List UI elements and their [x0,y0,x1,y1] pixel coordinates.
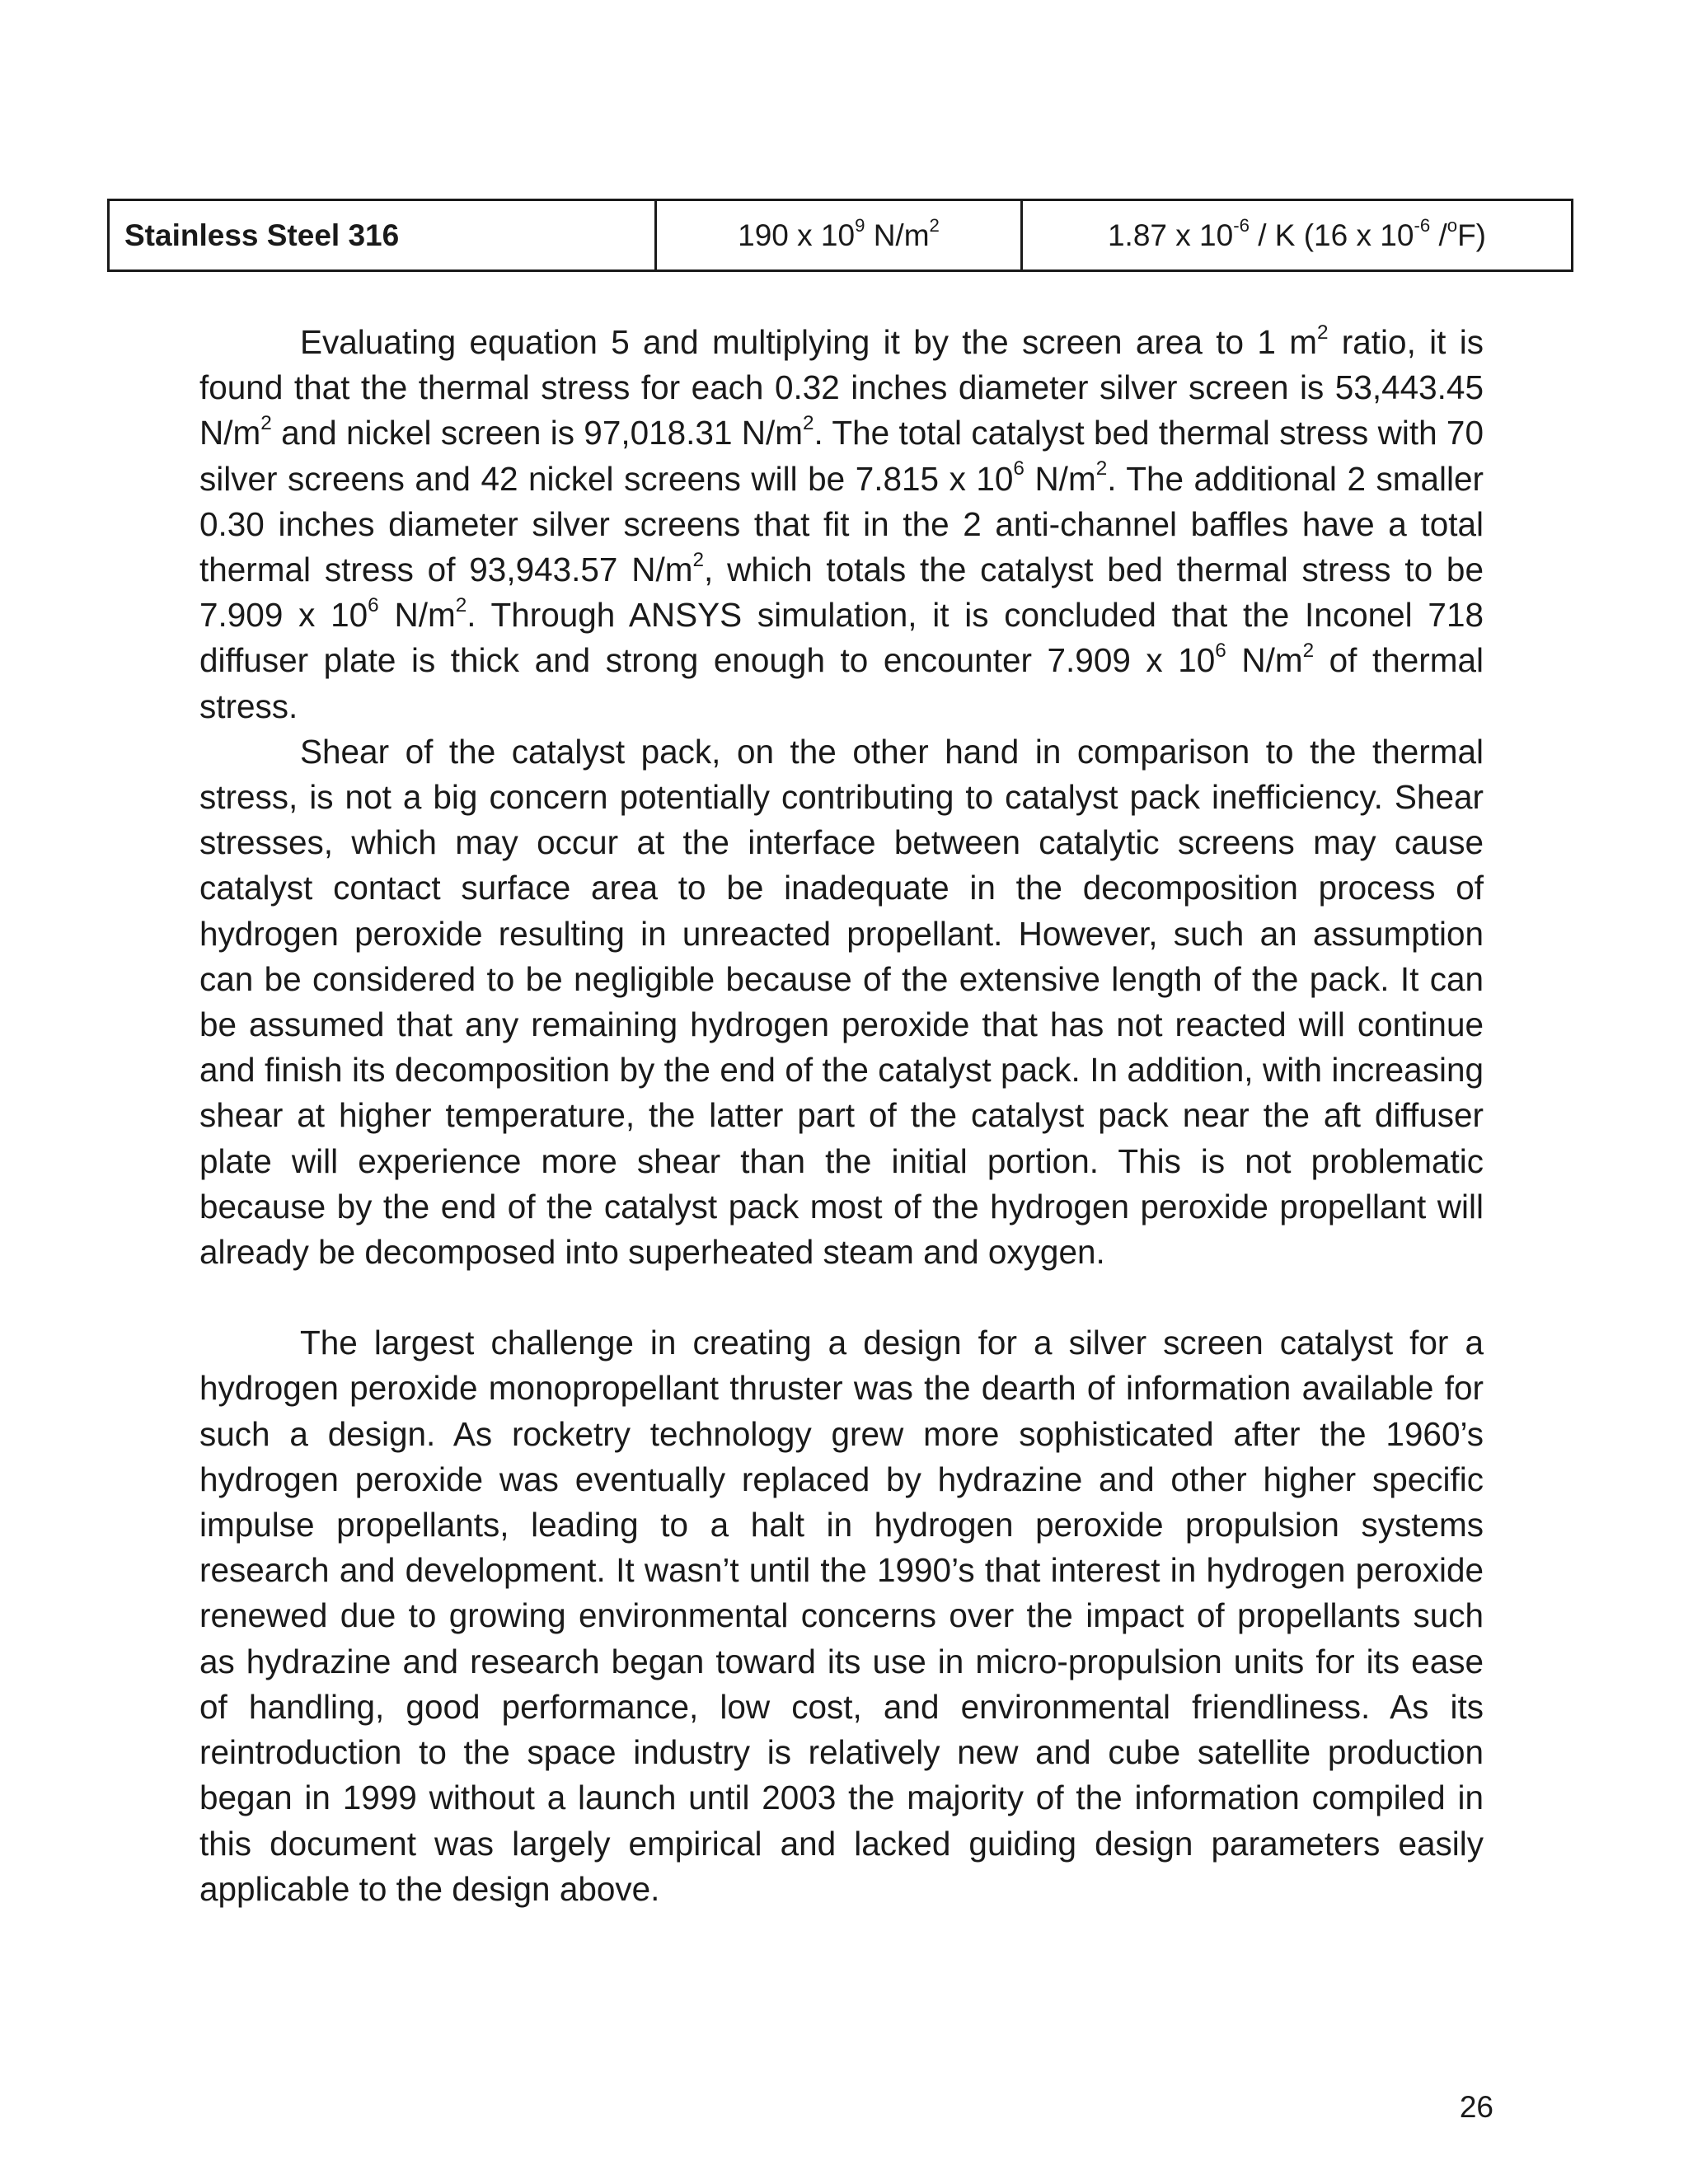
superscript: 2 [803,412,814,435]
superscript: 2 [692,548,705,571]
modulus-unit-exponent: 2 [929,214,940,236]
text-run: . Through ANSYS simulation, it is concluded that the Inconel 718 diffuser plate is thick and strong enough to encounter 7.909 x 10 [199,596,1484,680]
superscript: 2 [1095,457,1108,480]
degree-symbol: o [1447,214,1458,236]
material-name-cell [109,200,656,271]
expansion-text: / [1430,218,1447,252]
modulus-cell [656,200,1022,271]
page-number: 26 [1459,2090,1493,2124]
text-run: Evaluating equation 5 and multiplying it by the screen area to 1 m [300,323,1317,361]
text-run: of thermal stress. [199,641,1484,725]
text-run: N/m [1226,641,1303,680]
text-run: N/m [378,596,456,635]
modulus-value: 190 x 10 [738,218,856,252]
text-run: ratio, it is found that the thermal stress for each 0.32 inches diameter silver screen is 53,443.45 N/m [199,323,1484,452]
superscript: 6 [368,594,379,617]
expansion-text: F) [1457,218,1487,252]
text-run: , which totals the catalyst bed thermal stress to be 7.909 x 10 [199,551,1484,635]
text-run: N/m [1024,459,1096,498]
superscript: 2 [260,412,272,435]
material-name: Stainless Steel 316 [124,218,400,252]
body-text [199,320,1484,1912]
superscript: 2 [455,594,467,617]
expansion-exponent: -6 [1414,214,1431,236]
text-run: . The total catalyst bed thermal stress with 70 silver screens and 42 nickel screens will be 7.815 x 10 [199,414,1484,498]
paragraph-challenges: The largest challenge in creating a design for a silver screen catalyst for a hydrogen peroxide monopropellant thruster was the dearth of information available for such a design. As rocketry technology grew more sophisticated after the 1960’s hydrogen peroxide was eventually replaced by hydrazine and other higher specific impulse propellants, leading to a halt in hydrogen peroxide propulsion systems research and development. It wasn’t until the 1990’s that interest in hydrogen peroxide renewed due to growing environmental concerns over the impact of propellants such as hydrazine and research began toward its use in micro-propulsion units for its ease of handling, good performance, low cost, and environmental friendliness. As its reintroduction to the space industry is relatively new and cube satellite production began in 1999 without a launch until 2003 the majority of the information compiled in this document was largely empirical and lacked guiding design parameters easily applicable to the design above. [199,1324,1484,1908]
expansion-cell [1022,200,1573,271]
paragraph-thermal-stress [199,320,1484,729]
expansion-text: 1.87 x 10 [1107,218,1234,252]
superscript: 2 [1316,321,1329,344]
text-run: . The additional 2 smaller 0.30 inches diameter silver screens that fit in the 2 anti-channel baffles have a total thermal stress of 93,943.57 N/m [199,459,1484,589]
text-run: and nickel screen is 97,018.31 N/m [271,414,804,452]
superscript: 2 [1302,640,1315,663]
expansion-exponent: -6 [1233,214,1250,236]
superscript: 6 [1013,457,1025,480]
material-properties-table [107,199,1573,272]
modulus-exponent: 9 [855,214,865,236]
table-row [109,200,1573,271]
superscript: 6 [1215,640,1226,663]
paragraph-shear: Shear of the catalyst pack, on the other hand in comparison to the thermal stress, is not a big concern potentially contributing to catalyst pack inefficiency. Shear stresses, which may occur at the interface between catalytic screens may cause catalyst contact surface area to be inadequate in the decomposition process of hydrogen peroxide resulting in unreacted propellant. However, such an assumption can be considered to be negligible because of the extensive length of the pack. It can be assumed that any remaining hydrogen peroxide that has not reacted will continue and finish its decomposition by the end of the catalyst pack. In addition, with increasing shear at higher temperature, the latter part of the catalyst pack near the aft diffuser plate will experience more shear than the initial portion. This is not problematic because by the end of the catalyst pack most of the hydrogen peroxide propellant will already be decomposed into superheated steam and oxygen. [199,732,1484,1272]
expansion-text: / K (16 x 10 [1249,218,1414,252]
modulus-unit: N/m [865,218,930,252]
